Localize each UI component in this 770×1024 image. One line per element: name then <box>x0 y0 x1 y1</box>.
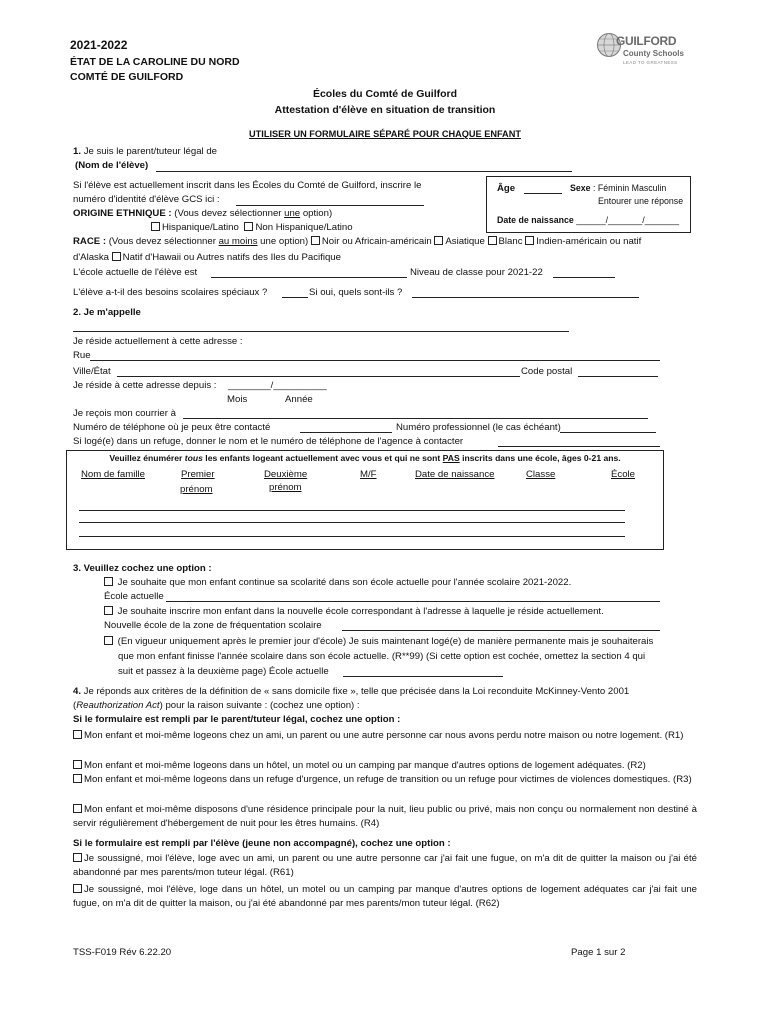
grade-level-label: Niveau de classe pour 2021-22 <box>410 267 543 278</box>
race-native-american-label: Indien-américain ou natif <box>536 236 642 247</box>
continue-current-checkbox[interactable] <box>104 577 113 586</box>
city-state-field[interactable] <box>117 376 520 377</box>
zip-label: Code postal <box>521 366 573 377</box>
document-title-2: Attestation d'élève en situation de transition <box>274 104 496 116</box>
race-black-label: Noir ou Africain-américain <box>321 236 432 247</box>
col-middle-name: Deuxième <box>264 469 308 480</box>
hispanic-label: Hispanique/Latino <box>162 222 239 233</box>
logo-tagline: LEAD TO GREATNESS <box>623 60 678 65</box>
my-name-field[interactable] <box>73 331 569 332</box>
child-row-2[interactable] <box>79 522 625 523</box>
sex-options[interactable]: : Féminin Masculin <box>590 183 667 193</box>
new-school-checkbox[interactable] <box>104 606 113 615</box>
street-field[interactable] <box>90 360 660 361</box>
parent-criteria-heading: Si le formulaire est rempli par le parent/tuteur légal, cochez une option : <box>73 714 401 725</box>
section2-heading: 2. Je m'appelle <box>73 307 141 318</box>
county-name: COMTÉ DE GUILFORD <box>70 71 184 83</box>
permanent-housing-school-field[interactable] <box>343 676 503 677</box>
children-table-heading: Veuillez énumérer tous les enfants logeant actuellement avec vous et qui ne sont PAS inscrits dans une école, âges 0-21 ans. <box>109 453 621 463</box>
race-hawaiian-checkbox[interactable] <box>112 252 121 261</box>
col-middle-name-2: prénom <box>269 482 302 493</box>
new-school-label: Je souhaite inscrire mon enfant dans la nouvelle école correspondant à l'adresse à laquelle je réside actuellement. <box>117 606 604 617</box>
dob-label: Date de naissance <box>497 215 574 225</box>
criteria-r4: Mon enfant et moi-même disposons d'une résidence principale pour la nuit, lieu public ou privé, mais non conçu ou normalement non destiné à servir régulièrement d'hébergement de nuit pour les êtres humains. (R4) <box>73 804 697 830</box>
residence-since-label: Je réside à cette adresse depuis : <box>73 380 217 391</box>
option-permanent-housing <box>104 636 653 647</box>
permanent-housing-text-3: suit et passez à la deuxième page) École actuelle <box>118 666 329 677</box>
hispanic-checkbox[interactable] <box>151 222 160 231</box>
resides-label: Je réside actuellement à cette adresse : <box>73 336 243 347</box>
criteria-r2: Mon enfant et moi-même logeons dans un hôtel, un motel ou un camping par manque d'autres options de logement adéquates. (R2) <box>73 759 697 773</box>
r3-checkbox[interactable] <box>73 774 82 783</box>
r61-checkbox[interactable] <box>73 853 82 862</box>
month-label: Mois <box>227 394 248 405</box>
criteria-r61: Je soussigné, moi l'élève, loge avec un ami, un parent ou une autre personne car j'ai fait une fugue, on m'a dit de quitter la maison ou j'ai été abandonné par mes parents/mon tuteur légal. (R61) <box>73 853 697 879</box>
shelter-contact-field[interactable] <box>498 446 660 447</box>
page-number: Page 1 sur 2 <box>571 947 626 958</box>
child-row-3[interactable] <box>79 536 625 537</box>
continue-current-label: Je souhaite que mon enfant continue sa scolarité dans son école actuelle pour l'année scolaire 2021-2022. <box>117 577 572 588</box>
r4-checkbox[interactable] <box>73 804 82 813</box>
ethnicity-options <box>151 222 353 233</box>
permanent-housing-checkbox[interactable] <box>104 636 113 645</box>
race-native-american-checkbox[interactable] <box>525 236 534 245</box>
dob-row <box>497 215 679 225</box>
age-sex-dob-box <box>486 176 691 233</box>
section1-intro <box>73 146 217 157</box>
parent-guardian-text: Je suis le parent/tuteur légal de <box>83 146 218 157</box>
race-instruction: (Vous devez sélectionner au moins une option) <box>108 236 309 247</box>
contact-phone-field[interactable] <box>300 432 392 433</box>
race-row-2 <box>73 252 341 263</box>
section4-intro-1: 4. Je réponds aux critères de la définition de « sans domicile fixe », telle que précisée dans la Loi reconduite McKinney-Vento 2001 <box>73 686 630 697</box>
sex-row <box>570 183 666 193</box>
separate-form-instruction: UTILISER UN FORMULAIRE SÉPARÉ POUR CHAQUE ENFANT <box>249 129 521 139</box>
race-white-checkbox[interactable] <box>488 236 497 245</box>
district-logo <box>596 28 682 78</box>
race-hawaiian-label: Natif d'Hawaii ou Autres natifs des Iles du Pacifique <box>122 252 341 263</box>
work-phone-label: Numéro professionnel (le cas échéant) <box>396 422 561 433</box>
ethnicity-instruction: (Vous devez sélectionner une option) <box>174 208 333 219</box>
col-first-name-2: prénom <box>180 484 213 495</box>
mail-address-field[interactable] <box>183 418 648 419</box>
criteria-r62: Je soussigné, moi l'élève, loge dans un hôtel, un motel ou un camping par manque d'autres options de logement adéquates car j'ai fait une fugue, on m'a dit de quitter la maison, ou j'ai été abandonné par mes parents/mon tuteur légal. (R62) <box>73 884 697 910</box>
criteria-r1: Mon enfant et moi-même logeons chez un ami, un parent ou une autre personne car nous avons perdu notre maison ou notre logement. (R1) <box>73 729 697 743</box>
current-school-label: L'école actuelle de l'élève est <box>73 267 198 278</box>
work-phone-field[interactable] <box>560 432 656 433</box>
special-needs-if-yes: Si oui, quels sont-ils ? <box>309 287 403 298</box>
form-id: TSS-F019 Rév 6.22.20 <box>73 947 172 958</box>
option-new-school <box>104 606 604 617</box>
children-table <box>66 450 664 550</box>
sex-label: Sexe <box>570 183 591 193</box>
race-alaska-label: d'Alaska <box>73 252 109 263</box>
col-sex: M/F <box>360 469 377 480</box>
col-last-name: Nom de famille <box>81 469 145 480</box>
race-asian-checkbox[interactable] <box>434 236 443 245</box>
section1-number: 1. <box>73 146 82 157</box>
current-school-label-3: École actuelle <box>104 591 164 602</box>
new-school-zone-label: Nouvelle école de la zone de fréquentation scolaire <box>104 620 322 631</box>
current-school-field-3[interactable] <box>166 601 660 602</box>
city-state-label: Ville/État <box>73 366 111 377</box>
permanent-housing-text-2: que mon enfant finisse l'année scolaire dans son école actuelle. (R**99) (Si cette option est cochée, omettez la section 4 qui <box>118 651 646 662</box>
section4-intro-2: (Reauthorization Act) pour la raison suivante : (cochez une option) : <box>73 700 360 711</box>
age-field[interactable] <box>524 193 562 194</box>
r2-checkbox[interactable] <box>73 760 82 769</box>
enrolled-text-1: Si l'élève est actuellement inscrit dans les Écoles du Comté de Guilford, inscrire le <box>73 180 422 191</box>
student-name-label: (Nom de l'élève) <box>75 160 149 171</box>
contact-phone-label: Numéro de téléphone où je peux être contacté <box>73 422 271 433</box>
r62-checkbox[interactable] <box>73 884 82 893</box>
shelter-contact-label: Si logé(e) dans un refuge, donner le nom et le numéro de téléphone de l'agence à contacter <box>73 436 464 447</box>
option-continue-current <box>104 577 571 588</box>
section4-intro-text: Je réponds aux critères de la définition de « sans domicile fixe », telle que précisée dans la Loi reconduite McKinney-Vento 2001 <box>81 686 630 697</box>
state-name: ÉTAT DE LA CAROLINE DU NORD <box>70 56 240 68</box>
enrolled-text-2: numéro d'identité d'élève GCS ici : <box>73 194 220 205</box>
section3-heading: 3. Veuillez cochez une option : <box>73 563 212 574</box>
current-school-field[interactable] <box>211 277 407 278</box>
criteria-r3: Mon enfant et moi-même logeons dans un refuge d'urgence, un refuge de transition ou un refuge pour victimes de violences domestiques. (R3) <box>73 773 697 787</box>
student-criteria-heading: Si le formulaire est rempli par l'élève (jeune non accompagné), cochez une option : <box>73 838 451 849</box>
special-needs-label: L'élève a-t-il des besoins scolaires spéciaux ? <box>73 287 268 298</box>
race-row <box>73 236 641 247</box>
ethnicity-label: ORIGINE ETHNIQUE : <box>73 208 172 219</box>
mail-address-label: Je reçois mon courrier à <box>73 408 176 419</box>
race-label: RACE : <box>73 236 107 247</box>
non-hispanic-label: Non Hispanique/Latino <box>255 222 353 233</box>
gcs-id-field[interactable] <box>236 205 424 206</box>
zip-field[interactable] <box>578 376 658 377</box>
logo-subtitle: County Schools <box>623 49 684 58</box>
race-asian-label: Asiatique <box>445 236 485 247</box>
permanent-housing-text-1: (En vigueur uniquement après le premier jour d'école) Je suis maintenant logé(e) de manière permanente mais je souhaiterais <box>117 636 654 647</box>
logo-title: GUILFORD <box>616 34 677 48</box>
year: 2021-2022 <box>70 38 128 52</box>
year-label: Année <box>285 394 313 405</box>
age-label: Âge <box>497 183 516 194</box>
dob-field[interactable]: ______/_______/_______ <box>576 215 679 225</box>
child-row-1[interactable] <box>79 510 625 511</box>
document-title-1: Écoles du Comté de Guilford <box>312 88 458 100</box>
special-needs-details-field[interactable] <box>412 297 639 298</box>
ethnicity-row <box>73 208 332 219</box>
encircle-instruction: Entourer une réponse <box>598 196 684 206</box>
race-black-checkbox[interactable] <box>311 236 320 245</box>
col-school: École <box>611 469 635 480</box>
race-white-label: Blanc <box>498 236 523 247</box>
r1-checkbox[interactable] <box>73 730 82 739</box>
col-grade: Classe <box>526 469 556 480</box>
residence-since-field[interactable]: ________/__________ <box>228 380 327 391</box>
street-label: Rue <box>73 350 91 361</box>
col-first-name: Premier <box>181 469 215 480</box>
new-school-zone-field[interactable] <box>342 630 660 631</box>
col-dob: Date de naissance <box>415 469 495 480</box>
non-hispanic-checkbox[interactable] <box>244 222 253 231</box>
grade-level-field[interactable] <box>553 277 615 278</box>
student-name-field[interactable] <box>156 171 572 172</box>
special-needs-answer[interactable] <box>282 297 308 298</box>
